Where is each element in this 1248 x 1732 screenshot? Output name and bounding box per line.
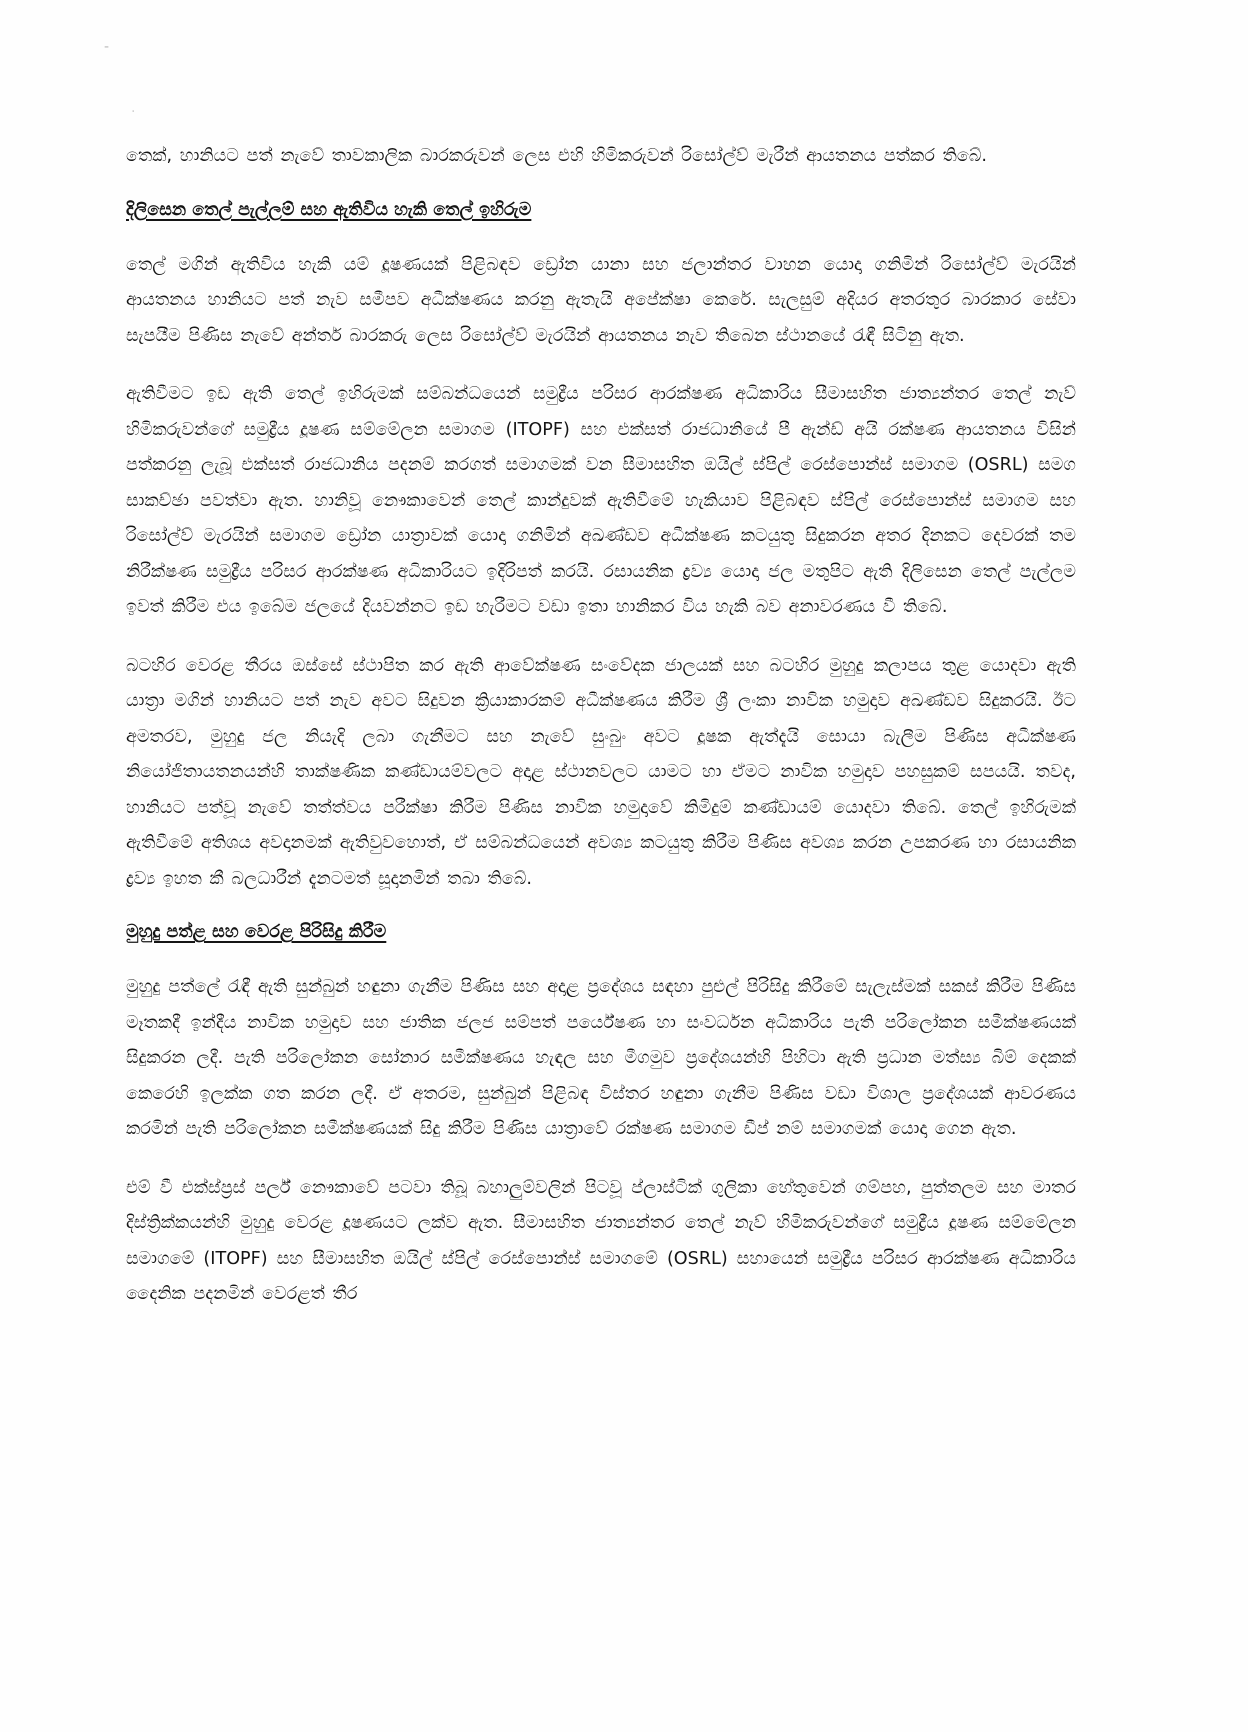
paragraph-itopf-osrl: ඇතිවීමට ඉඩ ඇති තෙල් ඉහිරුමක් සම්බන්ධයෙන් සමුද්‍රීය පරිසර ආරක්ෂණ අධිකාරිය සීමාසහිත ජාත්‍යන්තර තෙල් නැව් හිමිකරුවන්ගේ සමුද්‍රීය දූෂණ සම්මේලන සමාගම (ITOPF) සහ එක්සත් රාජධානියේ පී ඇන්ඩ් අයි රක්ෂණ ආයතනය විසින් පත්කරනු ලැබූ එක්සත් රාජධානිය පදනම් කරගත් සමාගමක් වන සීමාසහිත ඔයිල් ස්පිල් රෙස්පොන්ස් සමාගම (OSRL) සමග සාකච්ඡා පවත්වා ඇත. හානිවූ නෞකාවෙන් තෙල් කාන්දුවක් ඇතිවීමේ හැකියාව පිළිබඳව ස්පිල් රෙස්පොන්ස් සමාගම සහ රිසෝල්ව් මැරයින් සමාගම ඩ්‍රෝන යාත්‍රාවක් යොදා ගනිමින් අඛණ්ඩව අධීක්ෂණ කටයුතු සිදුකරන අතර දිනකට දෙවරක් තම නිරීක්ෂණ සමුද්‍රීය පරිසර ආරක්ෂණ අධිකාරියට ඉදිරිපත් කරයි. රසායනික ද්‍රව්‍ය යොදා ජල මතුපිට ඇති දිලිසෙන තෙල් පැල්ලම ඉවත් කිරීම එය ඉබේම ජලයේ දියවන්නට ඉඩ හැරීමට වඩා ඉතා හානිකර විය හැකි බව අනාවරණය වී තිබේ. xyxy=(126,384,1076,617)
paragraph-intro-continuation: තෙක්, හානියට පත් නැවේ තාවකාලික බාරකරුවන් ලෙස එහි හිමිකරුවන් රිසෝල්ව් මැරීන් ආයතනය පත්කර තිබේ. xyxy=(126,146,988,166)
section-heading-seabed-cleanup: මුහුදු පත්ළ සහ වෙරළ පිරිසිදු කිරීම xyxy=(126,922,387,942)
document-body xyxy=(126,139,1076,1313)
scan-speck: · xyxy=(131,104,136,120)
paragraph-plastic-pellets: එම් වී එක්ස්ප්‍රස් පර්ල් නෞකාවේ පටවා තිබූ බහාලුම්වලින් පිටවූ ප්ලාස්ටික් ගුලිකා හේතුවෙන් ගම්පහ, පුත්තලම සහ මාතර දිස්ත්‍රික්කයන්හි මුහුදු වෙරළ දූෂණයට ලක්ව ඇත. සීමාසහිත ජාත්‍යන්තර තෙල් නැව් හිමිකරුවන්ගේ සමුද්‍රීය දූෂණ සම්මේලන සමාගමේ (ITOPF) සහ සීමාසහිත ඔයිල් ස්පිල් රෙස්පොන්ස් සමාගමේ (OSRL) සහායෙන් සමුද්‍රීය පරිසර ආරක්ෂණ අධිකාරිය දෛනික පදනමින් වෙරළත් තීර xyxy=(126,1177,1076,1304)
section-heading-oil-sheen: දිලිසෙන තෙල් පැල්ලම් සහ ඇතිවිය හැකි තෙල් ඉහිරුම xyxy=(126,199,532,220)
paragraph-navy-monitoring: බටහිර වෙරළ තීරය ඔස්සේ ස්ථාපිත කර ඇති ආවේක්ෂණ සංවේදක ජාලයක් සහ බටහිර මුහුදු කලාපය තුළ යොදවා ඇති යාත්‍රා මගින් හානියට පත් නැව අවට සිදුවන ක්‍රියාකාරකම් අධීක්ෂණය කිරීම ශ්‍රී ලංකා නාවික හමුදාව අඛණ්ඩව සිදුකරයි. ඊට අමතරව, මුහුදු ජල නියැදි ලබා ගැනීමට සහ නැවේ සුංබුං අවට දූෂක ඇත්දැයි සොයා බැලීම පිණිස අධීක්ෂණ නියෝජිතායතනයන්හි තාක්ෂණික කණ්ඩායම්වලට අදාළ ස්ථානවලට යාමට හා ඒමට නාවික හමුදාව පහසුකම් සපයයි. තවද, හානියට පත්වූ නැවේ තත්ත්වය පරීක්ෂා කිරීම පිණිස නාවික හමුදාවේ කිමිදුම් කණ්ඩායම් යොදවා තිබේ. තෙල් ඉහිරුමක් ඇතිවීමේ අතිශය අවදානමක් ඇතිවුවහොත්, ඒ සම්බන්ධයෙන් අවශ්‍ය කටයුතු කිරීම පිණිස අවශ්‍ය කරන උපකරණ හා රසායනික ද්‍රව්‍ය ඉහත කී බලධාරීන් දැනටමත් සූදානමින් තබා තිබේ. xyxy=(126,655,1076,889)
paragraph-drone-monitoring: තෙල් මගින් ඇතිවිය හැකි යම් දූෂණයක් පිළිබඳව ඩ්‍රෝන යානා සහ ජලාන්තර වාහන යොදා ගනිමින් රිසෝල්ව් මැරයින් ආයතනය හානියට පත් නැව සමීපව අධීක්ෂණය කරනු ඇතැයි අපේක්ෂා කෙරේ. සැලසුම් අදියර අතරතුර බාරකාර සේවා සැපයීම පිණිස නැවේ අන්තර් බාරකරු ලෙස රිසෝල්ව් මැරයින් ආයතනය නැව තිබෙන ස්ථානයේ රැඳී සිටිනු ඇත. xyxy=(126,254,1076,346)
paragraph-side-scan-survey: මුහුදු පත්ලේ රැඳී ඇති සුන්බුන් හඳුනා ගැනීම පිණිස සහ අදාළ ප්‍රදේශය සඳහා පුළුල් පිරිසිදු කිරීමේ සැලැස්මක් සකස් කිරීම පිණිස මෑතකදී ඉන්දීය නාවික හමුදාව සහ ජාතික ජලජ සම්පත් පර්යේෂණ හා සංවර්ධන අධිකාරිය පැති පරිලෝකන සමීක්ෂණයක් සිදුකරන ලදී. පැති පරිලෝකන සෝනාර සමීක්ෂණය හැඳල සහ මීගමුව ප්‍රදේශයන්හි පිහිටා ඇති ප්‍රධාන මත්ස්‍ය බිම් දෙකක් කෙරෙහි ඉලක්ක ගත කරන ලදී. ඒ අතරම, සුන්බුන් පිළිබඳ විස්තර හඳුනා ගැනීම පිණිස වඩා විශාල ප්‍රදේශයක් ආවරණය කරමින් පැති පරිලෝකන සමීක්ෂණයක් සිදු කිරීම පිණිස යාත්‍රාවේ රක්ෂණ සමාගම ඩීප් නම් සමාගමක් යොදා ගෙන ඇත. xyxy=(126,977,1077,1139)
scan-speck: - xyxy=(104,39,110,55)
